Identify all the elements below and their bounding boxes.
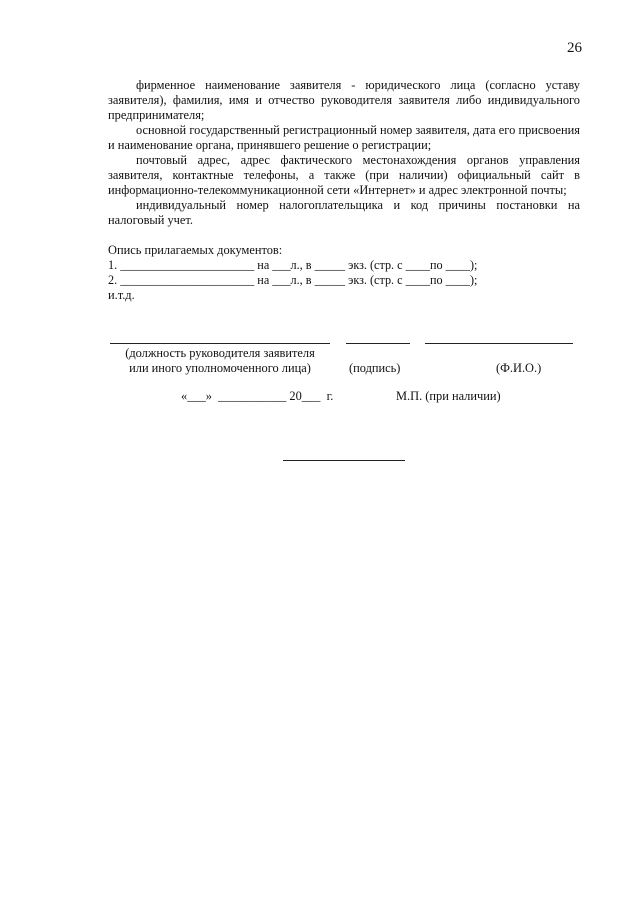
paragraph-registration-number: основной государственный регистрационный номер заявителя, дата его присвоения и наименование органа, принявшего решение о регистрации; [108, 123, 580, 152]
name-label: (Ф.И.О.) [496, 361, 542, 375]
signature-line [346, 343, 410, 344]
stamp-label: М.П. (при наличии) [396, 389, 501, 403]
inventory-line-2: 2. ______________________ на ___л., в _____ экз. (стр. с ____по ____); [108, 273, 478, 287]
date-line: «___» ___________ 20___ г. [181, 389, 334, 403]
inventory-title: Опись прилагаемых документов: [108, 243, 283, 257]
paragraph-company-name: фирменное наименование заявителя - юридического лица (согласно уставу заявителя), фамилия, имя и отчество руководителя заявителя либо индивидуального предпринимателя; [108, 78, 580, 122]
paragraph-tax-id: индивидуальный номер налогоплательщика и код причины постановки на налоговый учет. [108, 198, 580, 227]
footer-separator-line [283, 460, 405, 461]
position-label-line-2: или иного уполномоченного лица) [129, 361, 311, 375]
position-label-line-1: (должность руководителя заявителя [125, 346, 315, 360]
position-label [110, 346, 330, 376]
page-number: 26 [567, 40, 582, 56]
name-signature-line [425, 343, 573, 344]
signature-label: (подпись) [349, 361, 401, 375]
spacer [108, 228, 580, 243]
document-body [108, 78, 580, 303]
inventory-etc: и.т.д. [108, 288, 135, 302]
position-signature-line [110, 343, 330, 344]
paragraph-address: почтовый адрес, адрес фактического местонахождения органов управления заявителя, контактные телефоны, а также (при наличии) официальный сайт в информационно-телекоммуникационной сети «Интернет» и адрес электронной почты; [108, 153, 580, 197]
inventory-line-1: 1. ______________________ на ___л., в _____ экз. (стр. с ____по ____); [108, 258, 478, 272]
